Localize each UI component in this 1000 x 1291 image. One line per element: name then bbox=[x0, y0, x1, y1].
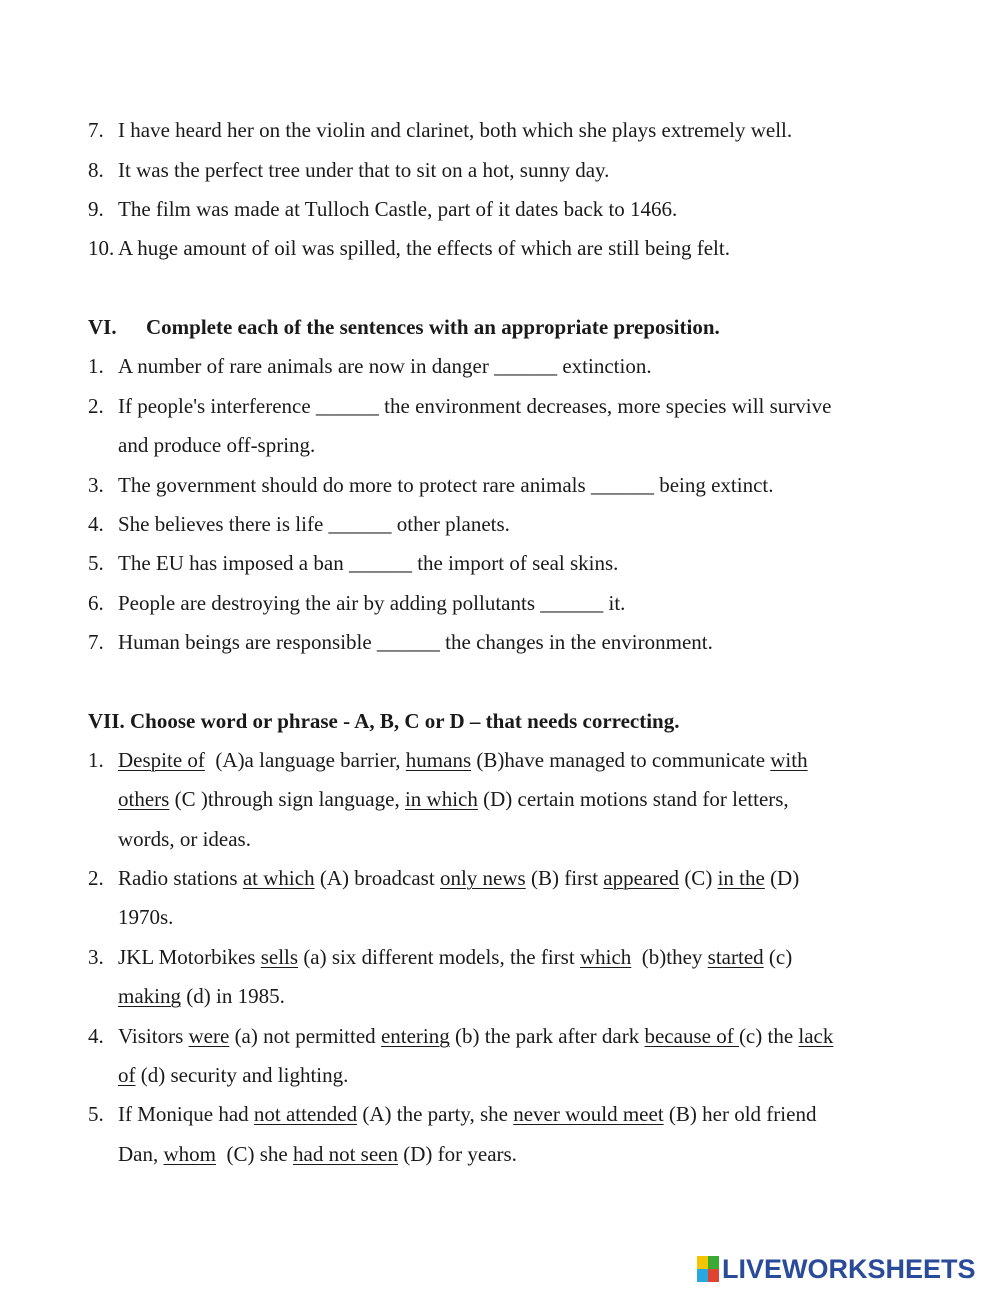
sentence-text: (C )through sign language, bbox=[169, 787, 405, 811]
item-text: A huge amount of oil was spilled, the effects of which are still being felt. bbox=[118, 236, 730, 260]
logo-text: LIVEWORKSHEETS bbox=[722, 1253, 976, 1284]
sentence-text: (d) security and lighting. bbox=[135, 1063, 349, 1087]
item-text: The government should do more to protect rare animals ______ being extinct. bbox=[118, 473, 774, 497]
section-title: VII. Choose word or phrase - A, B, C or D – that needs correcting. bbox=[88, 709, 680, 733]
item-text bbox=[118, 1017, 833, 1056]
item-text: It was the perfect tree under that to sit on a hot, sunny day. bbox=[118, 158, 610, 182]
underlined-option: in which bbox=[404, 787, 478, 811]
sentence-text: If Monique had bbox=[118, 1102, 254, 1126]
item-text-continued bbox=[118, 898, 173, 937]
sentence-text: (b) the park after dark bbox=[449, 1024, 645, 1048]
underlined-option: lack bbox=[798, 1024, 834, 1048]
item-number: 3. bbox=[88, 945, 104, 969]
underlined-option: sells bbox=[260, 945, 299, 969]
sentence-text: Radio stations bbox=[118, 866, 243, 890]
underlined-option: whom bbox=[163, 1142, 216, 1166]
item-number: 4. bbox=[88, 512, 104, 536]
item-number: 7. bbox=[88, 630, 104, 654]
item-text: She believes there is life ______ other planets. bbox=[118, 512, 510, 536]
liveworksheets-icon bbox=[697, 1256, 719, 1282]
section-number: VI. bbox=[88, 315, 117, 339]
item-text: The film was made at Tulloch Castle, part of it dates back to 1466. bbox=[118, 197, 678, 221]
sentence-text: (A) the party, she bbox=[357, 1102, 514, 1126]
item-number: 5. bbox=[88, 551, 104, 575]
underlined-option: were bbox=[188, 1024, 230, 1048]
item-text-continued bbox=[118, 820, 251, 859]
sentence-text: words, or ideas. bbox=[118, 827, 251, 851]
item-number: 5. bbox=[88, 1102, 104, 1126]
item-text bbox=[118, 741, 808, 780]
item-text-continued bbox=[118, 1056, 348, 1095]
sentence-text: (B) first bbox=[525, 866, 604, 890]
item-text bbox=[118, 938, 792, 977]
item-text-continued: and produce off-spring. bbox=[118, 433, 316, 457]
sentence-text: (C) bbox=[679, 866, 718, 890]
section-title: Complete each of the sentences with an appropriate preposition. bbox=[146, 315, 720, 339]
underlined-option: with bbox=[770, 748, 808, 772]
item-number: 1. bbox=[88, 354, 104, 378]
sentence-text: (a) six different models, the first bbox=[298, 945, 580, 969]
sentence-text: JKL Motorbikes bbox=[118, 945, 261, 969]
item-number: 10. bbox=[88, 236, 115, 260]
underlined-option: of bbox=[118, 1063, 136, 1087]
sentence-text: 1970s. bbox=[118, 905, 174, 929]
sentence-text: (A)a language barrier, bbox=[204, 748, 406, 772]
sentence-text: (B) her old friend bbox=[663, 1102, 817, 1126]
sentence-text: (D) bbox=[764, 866, 800, 890]
item-text: A number of rare animals are now in danger ______ extinction. bbox=[118, 354, 652, 378]
liveworksheets-logo bbox=[697, 1252, 997, 1286]
sentence-text: Dan, bbox=[118, 1142, 164, 1166]
sentence-text: (B)have managed to communicate bbox=[471, 748, 771, 772]
underlined-option: entering bbox=[380, 1024, 450, 1048]
underlined-option: not attended bbox=[253, 1102, 358, 1126]
item-text-continued bbox=[118, 977, 285, 1016]
underlined-option: in the bbox=[717, 866, 765, 890]
underlined-option: which bbox=[579, 945, 632, 969]
item-text: I have heard her on the violin and clarinet, both which she plays extremely well. bbox=[118, 118, 793, 142]
item-number: 7. bbox=[88, 118, 104, 142]
underlined-option: appeared bbox=[603, 866, 680, 890]
item-number: 8. bbox=[88, 158, 104, 182]
sentence-text: (a) not permitted bbox=[229, 1024, 381, 1048]
item-text: People are destroying the air by adding pollutants ______ it. bbox=[118, 591, 626, 615]
item-text bbox=[118, 1095, 816, 1134]
underlined-option: had not seen bbox=[293, 1142, 398, 1166]
sentence-text: (c) the bbox=[738, 1024, 799, 1048]
sentence-text: (c) bbox=[763, 945, 793, 969]
sentence-text: (A) broadcast bbox=[314, 866, 440, 890]
item-text bbox=[118, 859, 799, 898]
item-text: The EU has imposed a ban ______ the import of seal skins. bbox=[118, 551, 619, 575]
item-number: 2. bbox=[88, 394, 104, 418]
item-text: Human beings are responsible ______ the changes in the environment. bbox=[118, 630, 713, 654]
item-text: If people's interference ______ the environment decreases, more species will survive bbox=[118, 394, 832, 418]
underlined-option: humans bbox=[405, 748, 472, 772]
sentence-text: (D) for years. bbox=[397, 1142, 517, 1166]
underlined-option: Despite of bbox=[118, 748, 205, 772]
section-heading bbox=[88, 702, 679, 741]
item-text-continued bbox=[118, 780, 789, 819]
underlined-option: started bbox=[707, 945, 764, 969]
sentence-text: (D) certain motions stand for letters, bbox=[477, 787, 789, 811]
section-heading bbox=[88, 308, 720, 347]
item-number: 9. bbox=[88, 197, 104, 221]
underlined-option: only news bbox=[439, 866, 526, 890]
underlined-option: never would meet bbox=[513, 1102, 664, 1126]
item-number: 2. bbox=[88, 866, 104, 890]
item-number: 3. bbox=[88, 473, 104, 497]
underlined-option: at which bbox=[242, 866, 315, 890]
sentence-text: Visitors bbox=[118, 1024, 189, 1048]
underlined-option: because of bbox=[644, 1024, 739, 1048]
sentence-text: (d) in 1985. bbox=[181, 984, 285, 1008]
sentence-text: (C) she bbox=[216, 1142, 293, 1166]
underlined-option: others bbox=[118, 787, 170, 811]
item-number: 6. bbox=[88, 591, 104, 615]
item-number: 4. bbox=[88, 1024, 104, 1048]
sentence-text: (b)they bbox=[631, 945, 708, 969]
item-text-continued bbox=[118, 1135, 517, 1174]
item-number: 1. bbox=[88, 748, 104, 772]
underlined-option: making bbox=[118, 984, 181, 1008]
